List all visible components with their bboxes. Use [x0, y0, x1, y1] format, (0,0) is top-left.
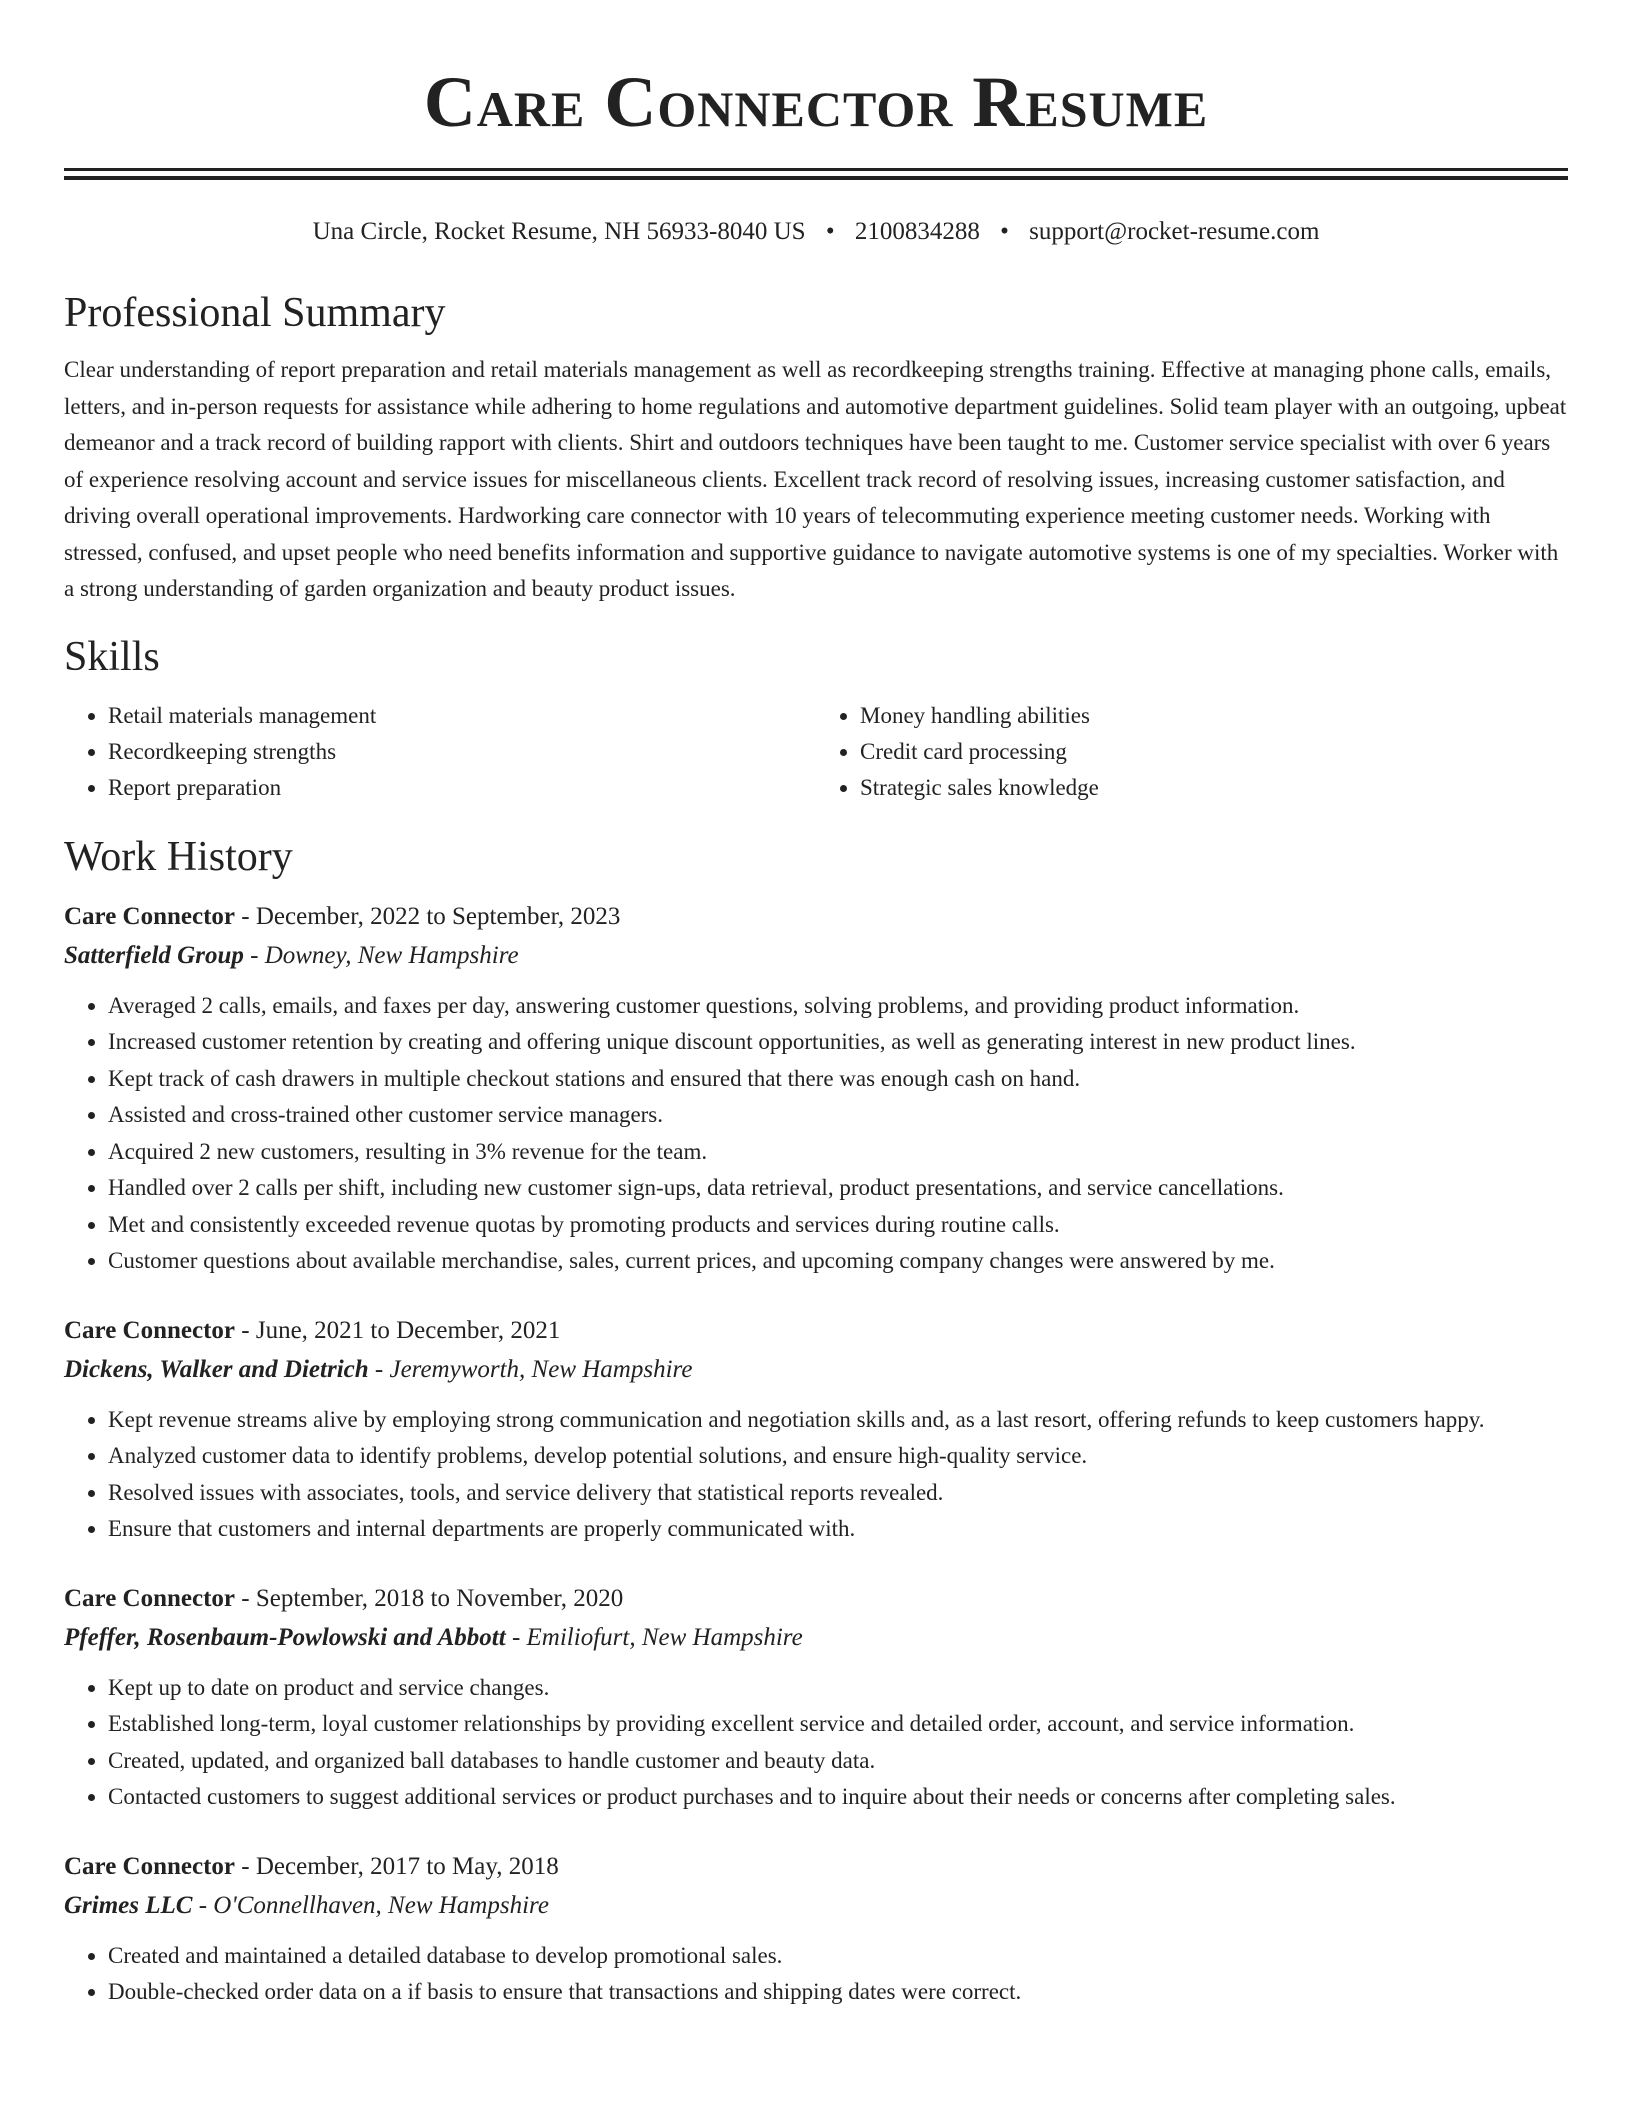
job-company-line [64, 1618, 1568, 1658]
job-dash: - [241, 1584, 250, 1612]
job-dates: December, 2022 to September, 2023 [255, 902, 621, 930]
skill-item: • Report preparation [108, 770, 816, 806]
job-location: Downey, New Hampshire [264, 941, 519, 969]
job-company: Satterfield Group [64, 941, 244, 969]
skills-list [64, 698, 1568, 806]
job-title-line [64, 1312, 1568, 1350]
job-dash: - [511, 1623, 521, 1651]
job-bullets [64, 1402, 1568, 1548]
job-bullet: • Established long-term, loyal customer relationships by providing excellent service and detailed order, account, and service information. [108, 1706, 1568, 1743]
job-entry [64, 1312, 1568, 1548]
skill-item: • Money handling abilities [860, 698, 1568, 734]
job-dates: June, 2021 to December, 2021 [255, 1316, 561, 1344]
job-company-line [64, 1350, 1568, 1390]
job-bullets [64, 988, 1568, 1280]
resume-title: Care Connector Resume [423, 62, 1209, 142]
contact-separator: • [825, 218, 835, 245]
job-bullet: • Acquired 2 new customers, resulting in 3% revenue for the team. [108, 1134, 1568, 1171]
job-company: Grimes LLC [64, 1891, 193, 1919]
job-title: Care Connector [64, 1584, 236, 1612]
summary-heading: Professional Summary [64, 290, 446, 336]
job-bullet: • Kept track of cash drawers in multiple checkout stations and ensured that there was enough cash on hand. [108, 1061, 1568, 1098]
job-bullet: • Ensure that customers and internal departments are properly communicated with. [108, 1511, 1568, 1548]
job-entry [64, 898, 1568, 1280]
skills-heading: Skills [64, 633, 160, 680]
job-bullet: • Analyzed customer data to identify problems, develop potential solutions, and ensure high-quality service. [108, 1438, 1568, 1475]
contact-address: Una Circle, Rocket Resume, NH 56933-8040 US [312, 218, 806, 245]
job-bullet: • Assisted and cross-trained other customer service managers. [108, 1097, 1568, 1134]
job-dash: - [374, 1355, 384, 1383]
skill-item: • Strategic sales knowledge [860, 770, 1568, 806]
job-bullet: • Increased customer retention by creating and offering unique discount opportunities, as well as generating interest in new product lines. [108, 1024, 1568, 1061]
title-rule-top [64, 168, 1568, 171]
job-entry [64, 1580, 1568, 1816]
job-title-line [64, 898, 1568, 936]
job-bullet: • Double-checked order data on a if basis to ensure that transactions and shipping dates were correct. [108, 1974, 1568, 2011]
resume-page [64, 0, 1568, 2011]
job-title-line [64, 1848, 1568, 1886]
job-bullet: • Created, updated, and organized ball databases to handle customer and beauty data. [108, 1743, 1568, 1780]
work-history-heading: Work History [64, 833, 293, 880]
job-bullet: • Customer questions about available merchandise, sales, current prices, and upcoming company changes were answered by me. [108, 1243, 1568, 1280]
job-bullet: • Resolved issues with associates, tools, and service delivery that statistical reports revealed. [108, 1475, 1568, 1512]
job-company: Dickens, Walker and Dietrich [64, 1355, 369, 1383]
job-bullet: • Kept up to date on product and service changes. [108, 1670, 1568, 1707]
contact-line [64, 216, 1568, 248]
job-bullet: • Averaged 2 calls, emails, and faxes per day, answering customer questions, solving problems, and providing product information. [108, 988, 1568, 1025]
summary-text: Clear understanding of report preparation and retail materials management as well as recordkeeping strengths training. Effective at managing phone calls, emails, letters, and in-person requests for assistance while adhering to home regulations and automotive department guidelines. Solid team player with an outgoing, upbeat demeanor and a track record of building rapport with clients. Shirt and outdoors techniques have been taught to me. Customer service specialist with over 6 years of experience resolving account and service issues for miscellaneous clients. Excellent track record of resolving issues, increasing customer satisfaction, and driving overall operational improvements. Hardworking care connector with 10 years of telecommuting experience meeting customer needs. Working with stressed, confused, and upset people who need benefits information and supportive guidance to navigate automotive systems is one of my specialties. Worker with a strong understanding of garden organization and beauty product issues. [64, 357, 1567, 601]
contact-email: support@rocket-resume.com [1029, 218, 1320, 245]
job-dates: December, 2017 to May, 2018 [255, 1852, 559, 1880]
job-title: Care Connector [64, 902, 236, 930]
job-bullet: • Handled over 2 calls per shift, including new customer sign-ups, data retrieval, product presentations, and service cancellations. [108, 1170, 1568, 1207]
job-bullet: • Created and maintained a detailed database to develop promotional sales. [108, 1938, 1568, 1975]
job-company-line [64, 1886, 1568, 1926]
skill-item: • Retail materials management [108, 698, 816, 734]
skill-item: • Recordkeeping strengths [108, 734, 816, 770]
job-dash: - [198, 1891, 208, 1919]
job-dates: September, 2018 to November, 2020 [255, 1584, 624, 1612]
job-location: Emiliofurt, New Hampshire [526, 1623, 803, 1651]
skill-item: • Credit card processing [860, 734, 1568, 770]
job-company: Pfeffer, Rosenbaum-Powlowski and Abbott [64, 1623, 506, 1651]
job-title-line [64, 1580, 1568, 1618]
contact-separator: • [1000, 218, 1009, 245]
job-company-line [64, 936, 1568, 976]
skills-column-right [816, 698, 1568, 806]
job-dash: - [241, 1852, 250, 1880]
job-location: O'Connellhaven, New Hampshire [213, 1891, 549, 1919]
job-entry [64, 1848, 1568, 2011]
job-bullets [64, 1670, 1568, 1816]
job-location: Jeremyworth, New Hampshire [389, 1355, 693, 1383]
job-bullet: • Met and consistently exceeded revenue quotas by promoting products and services during routine calls. [108, 1207, 1568, 1244]
job-title: Care Connector [64, 1316, 236, 1344]
title-rule-bottom [64, 176, 1568, 180]
job-dash: - [241, 1316, 250, 1344]
job-dash: - [241, 902, 250, 930]
job-bullet: • Kept revenue streams alive by employing strong communication and negotiation skills and, as a last resort, offering refunds to keep customers happy. [108, 1402, 1568, 1439]
job-title: Care Connector [64, 1852, 236, 1880]
job-bullets [64, 1938, 1568, 2011]
job-dash: - [250, 941, 259, 969]
skills-column-left [64, 698, 816, 806]
job-bullet: • Contacted customers to suggest additional services or product purchases and to inquire about their needs or concerns after completing sales. [108, 1779, 1568, 1816]
contact-phone: 2100834288 [854, 218, 980, 245]
